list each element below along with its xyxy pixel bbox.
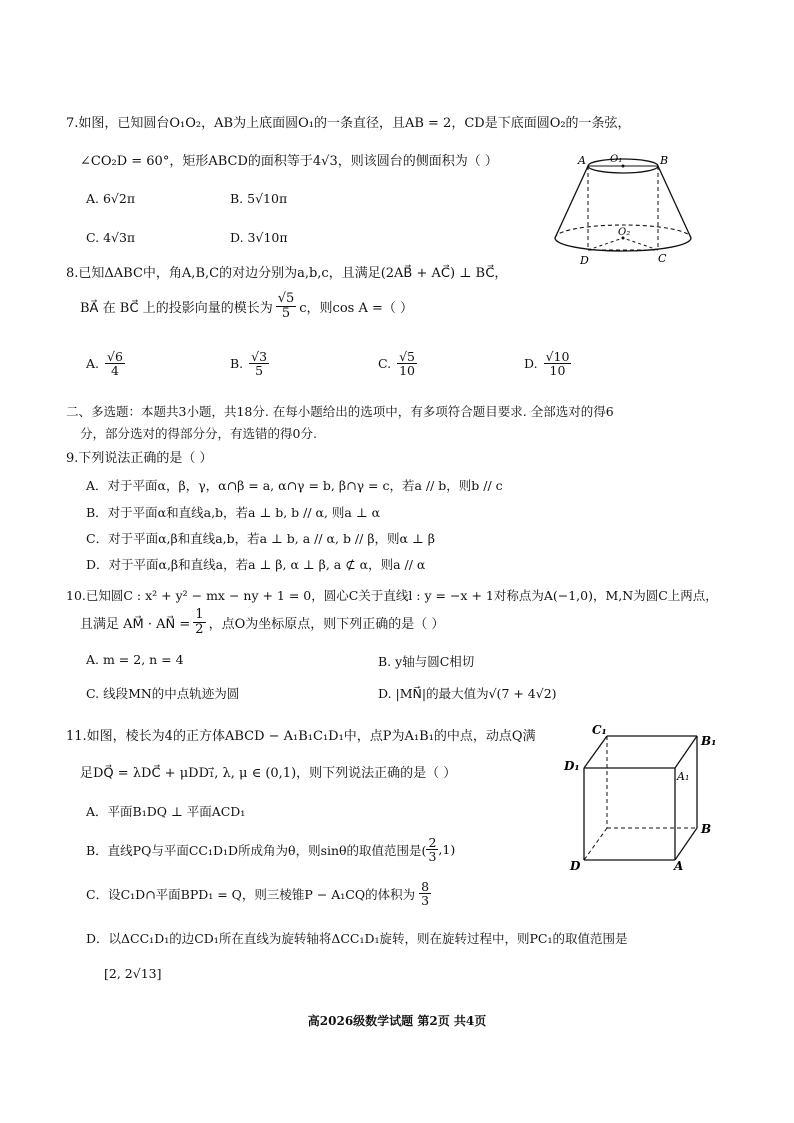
q8-line2 bbox=[80, 292, 413, 320]
q10-option-d: D. |MN⃗|的最大值为√(7 + 4√2) bbox=[378, 686, 557, 701]
frustum-label-o1: O₁ bbox=[610, 154, 623, 165]
q8-option-c-num: √5 bbox=[399, 349, 416, 364]
q9-option-d: D．对于平面α,β和直线a，若a ⊥ β, α ⊥ β, a ⊄ α，则a // α bbox=[86, 557, 426, 572]
q8-option-d bbox=[524, 350, 571, 377]
q9-option-b: B．对于平面α和直线a,b，若a ⊥ b, b // α, 则a ⊥ α bbox=[86, 505, 381, 520]
cube-label-b1: B₁ bbox=[701, 734, 717, 748]
cube-label-a1: A₁ bbox=[677, 770, 690, 783]
q8-option-a bbox=[86, 350, 125, 377]
page-footer: 高2026级数学试题 第2页 共4页 bbox=[307, 1014, 487, 1028]
q11-option-b-pre: B．直线PQ与平面CC₁D₁D所成角为θ，则sinθ的取值范围是( bbox=[86, 842, 427, 858]
q8-option-c-den: 10 bbox=[399, 363, 415, 379]
q8-option-b-num: √3 bbox=[251, 349, 268, 364]
q9-option-c: C．对于平面α,β和直线a,b，若a ⊥ b, a // α, b // β，则α ⊥ β bbox=[86, 531, 435, 546]
cube-label-c1: C₁ bbox=[592, 723, 607, 737]
q10-line2 bbox=[80, 608, 444, 636]
frustum-label-a: A bbox=[578, 154, 586, 167]
q8-option-a-letter: A. bbox=[86, 356, 100, 372]
q9-stem: 9.下列说法正确的是（ ） bbox=[66, 451, 213, 466]
q8-line2-pre: BA⃗ 在 BC⃗ 上的投影向量的模长为 bbox=[80, 300, 273, 316]
q7-option-b: B. 5√10π bbox=[230, 191, 288, 206]
frustum-label-d: D bbox=[580, 254, 589, 267]
section-heading-line1: 二、多选题：本题共3小题，共18分. 在每小题给出的选项中，有多项符合题目要求. 全部选对的得6 bbox=[66, 404, 614, 419]
cube-label-d: D bbox=[570, 859, 581, 870]
q10-frac-num: 1 bbox=[195, 607, 204, 622]
q8-option-d-den: 10 bbox=[549, 363, 566, 379]
cube-figure bbox=[562, 718, 722, 870]
cube-label-a: A bbox=[674, 859, 684, 870]
q10-line2-post: ，点O为坐标原点，则下列正确的是（ ） bbox=[208, 616, 445, 632]
q8-option-b bbox=[230, 350, 269, 377]
q7-option-d: D. 3√10π bbox=[230, 230, 288, 245]
q8-option-a-frac bbox=[105, 350, 125, 377]
q8-option-b-letter: B. bbox=[230, 356, 244, 372]
q11-option-b-num: 2 bbox=[428, 835, 437, 850]
q11-option-c bbox=[86, 880, 431, 907]
q8-option-d-num: √10 bbox=[545, 349, 570, 364]
q8-line1: 8.已知ΔABC中，角A,B,C的对边分别为a,b,c，且满足(2AB⃗ + AC⃗) ⊥ BC⃗， bbox=[66, 266, 508, 281]
q8-frac-den: 5 bbox=[281, 305, 291, 321]
q9-option-a: A．对于平面α，β，γ，α∩β = a, α∩γ = b, β∩γ = c，若a // b，则b // c bbox=[86, 478, 503, 493]
cube-label-d1: D₁ bbox=[564, 759, 580, 773]
frustum-label-c: C bbox=[658, 252, 667, 265]
q10-fraction bbox=[193, 608, 205, 636]
frustum-label-b: B bbox=[660, 154, 669, 167]
q11-option-b-den: 3 bbox=[428, 849, 437, 865]
frustum-label-o2: O₂ bbox=[618, 227, 631, 238]
q7-option-a: A. 6√2π bbox=[86, 191, 136, 206]
q10-line2-pre: 且满足 AM⃗ · AN⃗ = bbox=[80, 616, 191, 632]
q8-option-c bbox=[378, 350, 417, 377]
q11-option-a: A．平面B₁DQ ⊥ 平面ACD₁ bbox=[86, 804, 246, 819]
q11-option-d: D．以ΔCC₁D₁的边CD₁所在直线为旋转轴将ΔCC₁D₁旋转，则在旋转过程中，则PC₁的取值范围是 bbox=[86, 931, 628, 946]
q8-option-a-den: 4 bbox=[111, 363, 119, 379]
q8-option-b-frac bbox=[249, 350, 269, 377]
q8-option-a-num: √6 bbox=[107, 349, 123, 364]
q11-option-c-den: 3 bbox=[421, 893, 430, 909]
q10-option-b: B. y轴与圆C相切 bbox=[378, 654, 475, 669]
q8-option-b-den: 5 bbox=[255, 363, 264, 379]
q11-line2: 足DQ⃗ = λDC⃗ + μDD₁⃗, λ, μ ∈ (0,1)，则下列说法正确的是（ ） bbox=[80, 766, 457, 781]
q10-option-c: C. 线段MN的中点轨迹为圆 bbox=[86, 686, 240, 701]
q11-option-c-num: 8 bbox=[421, 879, 430, 894]
q11-option-b-post: ,1) bbox=[438, 842, 456, 858]
q7-line1: 7.如图，已知圆台O₁O₂，AB为上底面圆O₁的一条直径，且AB = 2，CD是下底面圆O₂的一条弦， bbox=[66, 116, 631, 131]
q8-option-c-frac bbox=[397, 350, 417, 377]
q8-fraction bbox=[276, 292, 297, 320]
section-heading-line2: 分，部分选对的得部分分，有选错的得0分. bbox=[80, 426, 317, 441]
q7-option-c: C. 4√3π bbox=[86, 230, 136, 245]
q11-option-d-range: [2, 2√13] bbox=[104, 966, 162, 981]
q11-option-b-frac bbox=[426, 836, 438, 863]
q11-line1: 11.如图，棱长为4的正方体ABCD − A₁B₁C₁D₁中，点P为A₁B₁的中点，动点Q满 bbox=[66, 729, 536, 744]
q10-option-a: A. m = 2, n = 4 bbox=[86, 652, 184, 667]
q8-frac-num: √5 bbox=[277, 291, 295, 306]
q10-frac-den: 2 bbox=[195, 621, 204, 637]
frustum-figure bbox=[548, 150, 698, 270]
q11-option-c-frac bbox=[419, 880, 431, 907]
cube-label-b: B bbox=[701, 822, 712, 836]
q7-line2: ∠CO₂D = 60°，矩形ABCD的面积等于4√3，则该圆台的侧面积为（ ） bbox=[80, 154, 498, 169]
q8-option-d-letter: D. bbox=[524, 356, 538, 372]
q10-line1: 10.已知圆C : x² + y² − mx − ny + 1 = 0，圆心C关于直线l : y = −x + 1对称点为A(−1,0)，M,N为圆C上两点， bbox=[66, 588, 718, 603]
q11-option-b bbox=[86, 836, 455, 863]
q8-option-c-letter: C. bbox=[378, 356, 392, 372]
q8-line2-post: c，则cos A =（ ） bbox=[299, 300, 414, 316]
q8-option-d-frac bbox=[544, 350, 572, 377]
q11-option-c-pre: C．设C₁D∩平面BPD₁ = Q，则三棱锥P − A₁CQ的体积为 bbox=[86, 886, 416, 902]
